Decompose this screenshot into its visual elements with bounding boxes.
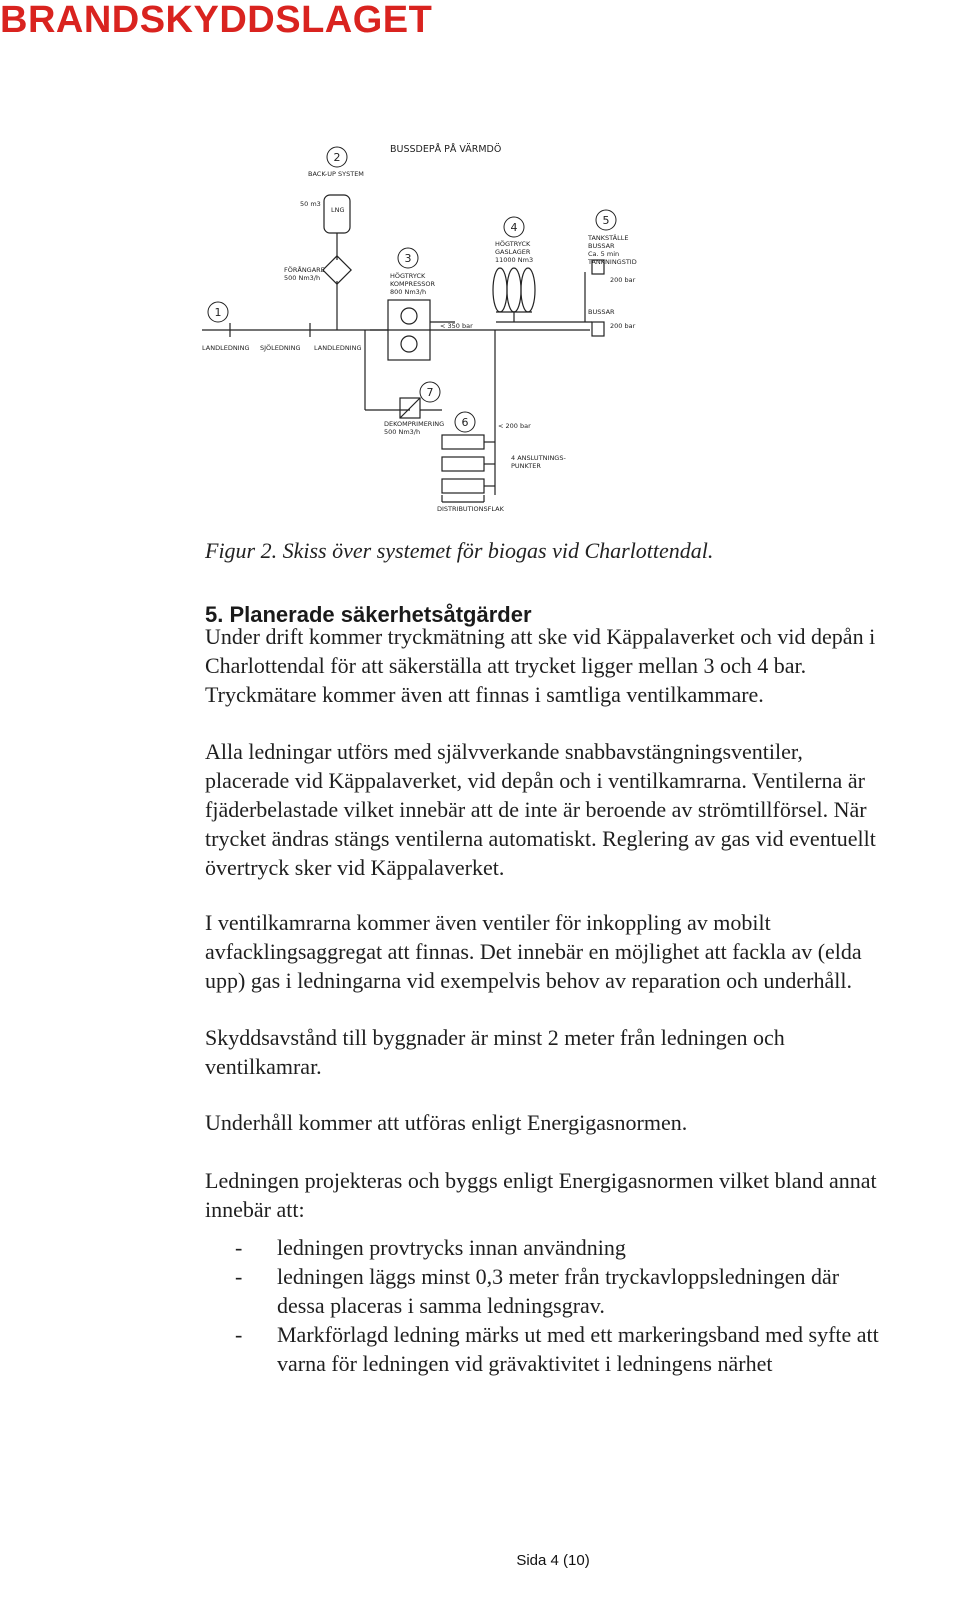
brand-logo: BRANDSKYDDSLAGET [0, 0, 433, 41]
list-item [235, 1320, 947, 1378]
diagram-number-7: 7 [426, 386, 434, 399]
requirements-list [235, 1233, 947, 1378]
diagram-label-dekomp-1: DEKOMPRIMERING [384, 420, 445, 428]
figure-caption: Figur 2. Skiss över systemet för biogas vid Charlottendal. [205, 538, 714, 563]
paragraph-maintenance: Underhåll kommer att utföras enligt Energigasnormen. [205, 1110, 688, 1135]
diagram-number-6: 6 [461, 416, 469, 429]
diagram-label-tank-volume: 50 m3 [300, 200, 321, 208]
paragraph-valves: Alla ledningar utförs med självverkande snabbavstängningsventiler, placerade vid Käppalaverket, vid depån och i ventilkamrarna. Ventilerna är fjäderbelastade vilket innebär att de inte är beroende av strömtillförsel. När trycket ändras stängs ventilerna automatiskt. Reglering av gas vid eventuellt övertryck sker vid Käppalaverket. [205, 739, 876, 880]
diagram-number-2: 2 [333, 151, 341, 164]
diagram-label-flak: DISTRIBUTIONSFLAK [437, 505, 504, 513]
diagram-label-forangare: FÖRÅNGARE [284, 266, 325, 274]
diagram-label-anslutning-1: 4 ANSLUTNINGS- [511, 454, 566, 462]
list-marker: - [235, 1322, 243, 1347]
system-diagram [200, 140, 650, 530]
diagram-number-1: 1 [214, 306, 222, 319]
diagram-number-3: 3 [404, 252, 412, 265]
diagram-label-tank-1: TANKSTÄLLE [588, 234, 629, 242]
diagram-label-forangare-cap: 500 Nm3/h [284, 274, 321, 282]
diagram-label-gaslager-2: GASLAGER [495, 248, 531, 256]
section-heading: 5. Planerade säkerhetsåtgärder [205, 602, 532, 627]
diagram-label-landledning-2: LANDLEDNING [314, 344, 362, 352]
diagram-label-landledning-1: LANDLEDNING [202, 344, 250, 352]
diagram-label-kompressor-2: KOMPRESSOR [390, 280, 436, 288]
paragraph-flaring: I ventilkamrarna kommer även ventiler för inkoppling av mobilt avfacklingsaggregat att finnas. Det innebär en möjlighet att fackla av (elda upp) gas i ledningarna vid exempelvis behov av reparation och underhåll. [205, 910, 862, 993]
list-item-text: ledningen provtrycks innan användning [277, 1235, 626, 1260]
paragraph-standard: Ledningen projekteras och byggs enligt Energigasnormen vilket bland annat innebär att: [205, 1168, 877, 1222]
diagram-label-tank-2: BUSSAR [588, 242, 615, 250]
diagram-label-200bar-c: < 200 bar [498, 422, 531, 430]
diagram-label-kompressor-3: 800 Nm3/h [390, 288, 427, 296]
diagram-label-sjoledning: SJÖLEDNING [260, 344, 301, 352]
list-item-text: ledningen läggs minst 0,3 meter från tryckavloppsledningen där dessa placeras i samma ledningsgrav. [277, 1264, 840, 1318]
diagram-label-pressure-350: < 350 bar [440, 322, 473, 330]
diagram-label-dekomp-2: 500 Nm3/h [384, 428, 421, 436]
diagram-label-200bar-a: 200 bar [610, 276, 636, 284]
diagram-label-200bar-b: 200 bar [610, 322, 636, 330]
diagram-label-tank-4: TANKNINGSTID [588, 258, 637, 266]
diagram-label-kompressor-1: HÖGTRYCK [390, 272, 426, 280]
diagram-label-gaslager-1: HÖGTRYCK [495, 240, 531, 248]
list-item-text: Markförlagd ledning märks ut med ett markeringsband med syfte att varna för ledningen vid grävaktivitet i ledningens närhet [277, 1322, 879, 1376]
diagram-label-bussar: BUSSAR [588, 308, 615, 316]
diagram-number-5: 5 [602, 214, 610, 227]
list-item [235, 1262, 947, 1320]
list-marker: - [235, 1264, 243, 1289]
list-item [235, 1233, 947, 1262]
diagram-number-4: 4 [510, 221, 518, 234]
diagram-label-tank-3: Ca. 5 min [588, 250, 620, 258]
diagram-label-lng: LNG [331, 206, 345, 214]
paragraph-pressure: Under drift kommer tryckmätning att ske vid Käppalaverket och vid depån i Charlottendal för att säkerställa att trycket ligger mellan 3 och 4 bar. Tryckmätare kommer även att finnas i samtliga ventilkammare. [205, 624, 876, 707]
page-number: Sida 4 (10) [516, 1552, 590, 1569]
diagram-label-backup: BACK-UP SYSTEM [308, 170, 364, 178]
list-marker: - [235, 1235, 243, 1260]
page-footer [0, 1552, 960, 1569]
diagram-label-anslutning-2: PUNKTER [511, 462, 541, 470]
diagram-title: BUSSDEPÅ PÅ VÄRMDÖ [390, 144, 502, 155]
paragraph-distance: Skyddsavstånd till byggnader är minst 2 meter från ledningen och ventilkamrar. [205, 1025, 785, 1079]
diagram-label-gaslager-3: 11000 Nm3 [495, 256, 534, 264]
